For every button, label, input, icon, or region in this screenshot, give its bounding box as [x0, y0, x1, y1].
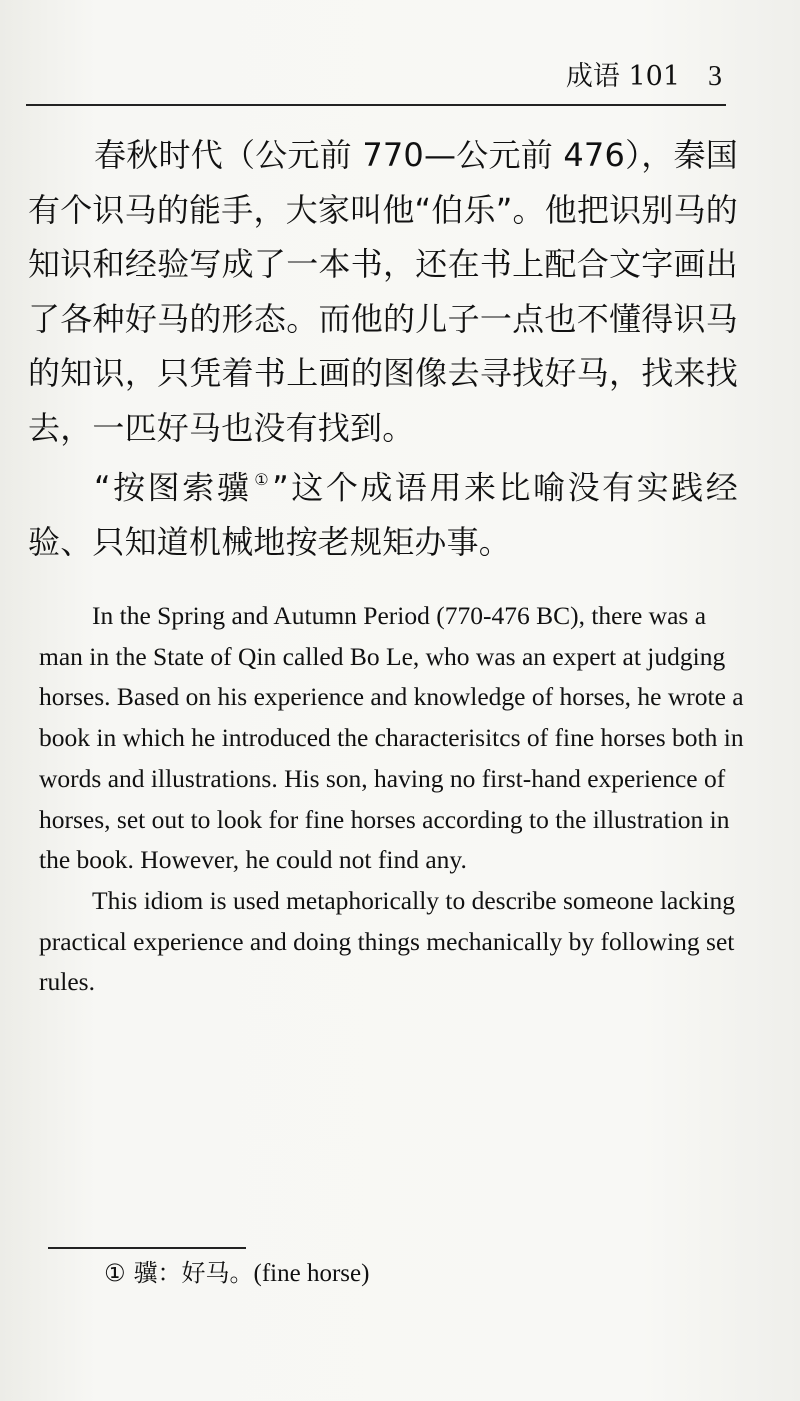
english-paragraph-meaning: This idiom is used metaphorically to describe someone lacking practical experience and doing things mechanically by following set rules. — [39, 885, 736, 997]
english-text — [39, 596, 749, 1003]
footnote — [104, 1256, 604, 1291]
footnote-reference: ① — [254, 470, 272, 489]
idiom-quote: “按图索骥 — [94, 468, 252, 507]
english-paragraph-story: In the Spring and Autumn Period (770-476 BC), there was a man in the State of Qin called Bo Le, who was an expert at judging horses. Based on his experience and knowledge of horses, he wrote a book in which he introduced the characterisitcs of fine horses both in words and illustrations. His son, having no first-hand experience of horses, set out to look for fine horses according to the illustration in the book. However, he could not find any. — [39, 601, 744, 875]
chinese-text — [28, 128, 738, 570]
footnote-rule — [48, 1247, 246, 1249]
running-header — [26, 56, 726, 96]
footnote-english: (fine horse) — [253, 1260, 370, 1287]
footnote-marker: ① — [104, 1259, 126, 1287]
chinese-paragraph-story: 春秋时代（公元前 770—公元前 476），秦国有个识马的能手，大家叫他“伯乐”。他把识别马的知识和经验写成了一本书，还在书上配合文字画出了各种好马的形态。而他的儿子一点也不懂得识马的知识，只凭着书上画的图像去寻找好马，找来找去，一匹好马也没有找到。 — [28, 136, 738, 447]
idiom-explanation: ”这个成语用来比喻没有实践经验、只知道机械地按老规矩办事。 — [28, 468, 738, 562]
header-rule — [26, 104, 726, 106]
page-number: 3 — [708, 61, 722, 92]
chinese-paragraph-meaning — [28, 455, 738, 570]
book-title: 成语 101 — [565, 61, 680, 92]
footnote-chinese: 骥：好马。 — [133, 1259, 254, 1287]
